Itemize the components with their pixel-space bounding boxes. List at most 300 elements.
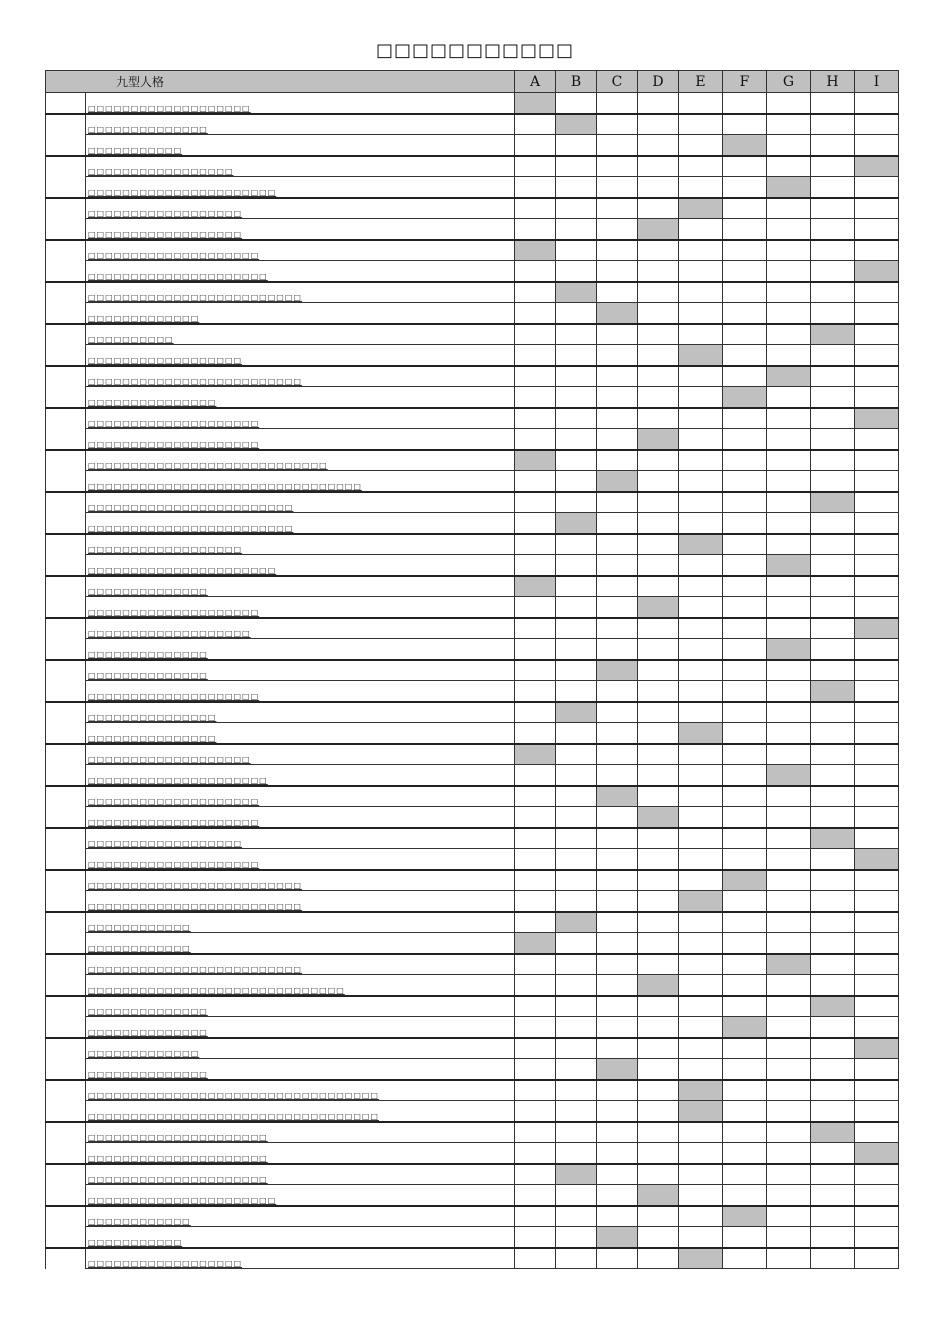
answer-cell-f[interactable] [723, 387, 767, 408]
answer-cell-h[interactable] [811, 93, 855, 114]
answer-cell-d[interactable] [638, 1185, 679, 1206]
answer-cell-a[interactable] [515, 765, 556, 786]
answer-cell-b[interactable] [556, 954, 597, 975]
answer-cell-b[interactable] [556, 1038, 597, 1059]
answer-cell-a[interactable] [515, 1248, 556, 1269]
answer-cell-g[interactable] [767, 744, 811, 765]
answer-cell-b[interactable] [556, 639, 597, 660]
answer-cell-f[interactable] [723, 93, 767, 114]
answer-cell-c[interactable] [597, 240, 638, 261]
answer-cell-e[interactable] [679, 324, 723, 345]
answer-cell-g[interactable] [767, 681, 811, 702]
answer-cell-b[interactable] [556, 261, 597, 282]
answer-cell-f[interactable] [723, 1101, 767, 1122]
answer-cell-a[interactable] [515, 597, 556, 618]
answer-cell-d[interactable] [638, 996, 679, 1017]
answer-cell-c[interactable] [597, 303, 638, 324]
answer-cell-g[interactable] [767, 891, 811, 912]
answer-cell-g[interactable] [767, 828, 811, 849]
answer-cell-d[interactable] [638, 534, 679, 555]
answer-cell-i[interactable] [855, 324, 899, 345]
answer-cell-b[interactable] [556, 282, 597, 303]
answer-cell-e[interactable] [679, 765, 723, 786]
answer-cell-i[interactable] [855, 261, 899, 282]
answer-cell-a[interactable] [515, 576, 556, 597]
answer-cell-a[interactable] [515, 408, 556, 429]
answer-cell-h[interactable] [811, 135, 855, 156]
answer-cell-g[interactable] [767, 786, 811, 807]
answer-cell-f[interactable] [723, 408, 767, 429]
answer-cell-i[interactable] [855, 366, 899, 387]
answer-cell-e[interactable] [679, 366, 723, 387]
answer-cell-h[interactable] [811, 387, 855, 408]
answer-cell-h[interactable] [811, 345, 855, 366]
answer-cell-g[interactable] [767, 1248, 811, 1269]
answer-cell-e[interactable] [679, 1038, 723, 1059]
answer-cell-h[interactable] [811, 933, 855, 954]
answer-cell-b[interactable] [556, 975, 597, 996]
answer-cell-f[interactable] [723, 954, 767, 975]
answer-cell-h[interactable] [811, 597, 855, 618]
answer-cell-d[interactable] [638, 135, 679, 156]
answer-cell-i[interactable] [855, 681, 899, 702]
answer-cell-e[interactable] [679, 660, 723, 681]
answer-cell-f[interactable] [723, 261, 767, 282]
answer-cell-i[interactable] [855, 345, 899, 366]
answer-cell-h[interactable] [811, 1101, 855, 1122]
answer-cell-e[interactable] [679, 975, 723, 996]
answer-cell-e[interactable] [679, 240, 723, 261]
answer-cell-i[interactable] [855, 996, 899, 1017]
answer-cell-b[interactable] [556, 618, 597, 639]
answer-cell-f[interactable] [723, 198, 767, 219]
answer-cell-h[interactable] [811, 681, 855, 702]
answer-cell-c[interactable] [597, 261, 638, 282]
answer-cell-e[interactable] [679, 1101, 723, 1122]
answer-cell-e[interactable] [679, 387, 723, 408]
answer-cell-i[interactable] [855, 576, 899, 597]
answer-cell-d[interactable] [638, 1248, 679, 1269]
answer-cell-h[interactable] [811, 1143, 855, 1164]
answer-cell-g[interactable] [767, 429, 811, 450]
answer-cell-a[interactable] [515, 366, 556, 387]
answer-cell-e[interactable] [679, 597, 723, 618]
answer-cell-d[interactable] [638, 597, 679, 618]
answer-cell-g[interactable] [767, 849, 811, 870]
answer-cell-f[interactable] [723, 156, 767, 177]
answer-cell-c[interactable] [597, 177, 638, 198]
answer-cell-f[interactable] [723, 492, 767, 513]
answer-cell-b[interactable] [556, 1248, 597, 1269]
answer-cell-a[interactable] [515, 1143, 556, 1164]
answer-cell-i[interactable] [855, 303, 899, 324]
answer-cell-i[interactable] [855, 660, 899, 681]
answer-cell-e[interactable] [679, 1059, 723, 1080]
answer-cell-c[interactable] [597, 555, 638, 576]
answer-cell-c[interactable] [597, 702, 638, 723]
answer-cell-c[interactable] [597, 849, 638, 870]
answer-cell-b[interactable] [556, 177, 597, 198]
answer-cell-a[interactable] [515, 219, 556, 240]
answer-cell-a[interactable] [515, 282, 556, 303]
answer-cell-e[interactable] [679, 513, 723, 534]
answer-cell-h[interactable] [811, 219, 855, 240]
answer-cell-g[interactable] [767, 114, 811, 135]
answer-cell-f[interactable] [723, 114, 767, 135]
answer-cell-c[interactable] [597, 618, 638, 639]
answer-cell-c[interactable] [597, 1080, 638, 1101]
answer-cell-d[interactable] [638, 744, 679, 765]
answer-cell-d[interactable] [638, 492, 679, 513]
answer-cell-g[interactable] [767, 933, 811, 954]
answer-cell-f[interactable] [723, 870, 767, 891]
answer-cell-b[interactable] [556, 513, 597, 534]
answer-cell-c[interactable] [597, 1248, 638, 1269]
answer-cell-b[interactable] [556, 219, 597, 240]
answer-cell-b[interactable] [556, 1017, 597, 1038]
answer-cell-e[interactable] [679, 912, 723, 933]
answer-cell-f[interactable] [723, 975, 767, 996]
answer-cell-g[interactable] [767, 240, 811, 261]
answer-cell-f[interactable] [723, 471, 767, 492]
answer-cell-c[interactable] [597, 891, 638, 912]
answer-cell-h[interactable] [811, 660, 855, 681]
answer-cell-d[interactable] [638, 1164, 679, 1185]
answer-cell-b[interactable] [556, 1185, 597, 1206]
answer-cell-a[interactable] [515, 891, 556, 912]
answer-cell-a[interactable] [515, 135, 556, 156]
answer-cell-e[interactable] [679, 345, 723, 366]
answer-cell-b[interactable] [556, 534, 597, 555]
answer-cell-g[interactable] [767, 366, 811, 387]
answer-cell-e[interactable] [679, 744, 723, 765]
answer-cell-d[interactable] [638, 177, 679, 198]
answer-cell-d[interactable] [638, 933, 679, 954]
answer-cell-c[interactable] [597, 597, 638, 618]
answer-cell-e[interactable] [679, 429, 723, 450]
answer-cell-a[interactable] [515, 744, 556, 765]
answer-cell-f[interactable] [723, 1206, 767, 1227]
answer-cell-a[interactable] [515, 828, 556, 849]
answer-cell-e[interactable] [679, 450, 723, 471]
answer-cell-d[interactable] [638, 156, 679, 177]
answer-cell-e[interactable] [679, 639, 723, 660]
answer-cell-g[interactable] [767, 1122, 811, 1143]
answer-cell-c[interactable] [597, 870, 638, 891]
answer-cell-f[interactable] [723, 1248, 767, 1269]
answer-cell-g[interactable] [767, 303, 811, 324]
answer-cell-b[interactable] [556, 996, 597, 1017]
answer-cell-i[interactable] [855, 408, 899, 429]
answer-cell-a[interactable] [515, 471, 556, 492]
answer-cell-h[interactable] [811, 366, 855, 387]
answer-cell-d[interactable] [638, 912, 679, 933]
answer-cell-b[interactable] [556, 303, 597, 324]
answer-cell-b[interactable] [556, 366, 597, 387]
answer-cell-i[interactable] [855, 114, 899, 135]
answer-cell-e[interactable] [679, 534, 723, 555]
answer-cell-b[interactable] [556, 597, 597, 618]
answer-cell-f[interactable] [723, 450, 767, 471]
answer-cell-c[interactable] [597, 1143, 638, 1164]
answer-cell-b[interactable] [556, 891, 597, 912]
answer-cell-i[interactable] [855, 912, 899, 933]
answer-cell-h[interactable] [811, 807, 855, 828]
answer-cell-i[interactable] [855, 513, 899, 534]
answer-cell-a[interactable] [515, 1185, 556, 1206]
answer-cell-g[interactable] [767, 198, 811, 219]
answer-cell-f[interactable] [723, 891, 767, 912]
answer-cell-h[interactable] [811, 1122, 855, 1143]
answer-cell-e[interactable] [679, 1185, 723, 1206]
answer-cell-i[interactable] [855, 618, 899, 639]
answer-cell-i[interactable] [855, 219, 899, 240]
answer-cell-a[interactable] [515, 1206, 556, 1227]
answer-cell-i[interactable] [855, 1017, 899, 1038]
answer-cell-h[interactable] [811, 639, 855, 660]
answer-cell-i[interactable] [855, 177, 899, 198]
answer-cell-f[interactable] [723, 240, 767, 261]
answer-cell-h[interactable] [811, 849, 855, 870]
answer-cell-h[interactable] [811, 1227, 855, 1248]
answer-cell-c[interactable] [597, 828, 638, 849]
answer-cell-g[interactable] [767, 1038, 811, 1059]
answer-cell-b[interactable] [556, 555, 597, 576]
answer-cell-h[interactable] [811, 513, 855, 534]
answer-cell-c[interactable] [597, 786, 638, 807]
answer-cell-d[interactable] [638, 975, 679, 996]
answer-cell-d[interactable] [638, 807, 679, 828]
answer-cell-a[interactable] [515, 849, 556, 870]
answer-cell-c[interactable] [597, 93, 638, 114]
answer-cell-e[interactable] [679, 93, 723, 114]
answer-cell-e[interactable] [679, 618, 723, 639]
answer-cell-h[interactable] [811, 786, 855, 807]
answer-cell-h[interactable] [811, 618, 855, 639]
answer-cell-e[interactable] [679, 681, 723, 702]
answer-cell-h[interactable] [811, 954, 855, 975]
answer-cell-a[interactable] [515, 786, 556, 807]
answer-cell-g[interactable] [767, 765, 811, 786]
answer-cell-a[interactable] [515, 177, 556, 198]
answer-cell-g[interactable] [767, 723, 811, 744]
answer-cell-g[interactable] [767, 1227, 811, 1248]
answer-cell-f[interactable] [723, 429, 767, 450]
answer-cell-i[interactable] [855, 891, 899, 912]
answer-cell-e[interactable] [679, 1206, 723, 1227]
answer-cell-a[interactable] [515, 1017, 556, 1038]
answer-cell-i[interactable] [855, 1143, 899, 1164]
answer-cell-e[interactable] [679, 1122, 723, 1143]
answer-cell-f[interactable] [723, 1059, 767, 1080]
answer-cell-h[interactable] [811, 765, 855, 786]
answer-cell-i[interactable] [855, 1227, 899, 1248]
answer-cell-g[interactable] [767, 807, 811, 828]
answer-cell-d[interactable] [638, 870, 679, 891]
answer-cell-c[interactable] [597, 513, 638, 534]
answer-cell-i[interactable] [855, 387, 899, 408]
answer-cell-d[interactable] [638, 576, 679, 597]
answer-cell-g[interactable] [767, 1017, 811, 1038]
answer-cell-i[interactable] [855, 471, 899, 492]
answer-cell-e[interactable] [679, 471, 723, 492]
answer-cell-g[interactable] [767, 555, 811, 576]
answer-cell-h[interactable] [811, 198, 855, 219]
answer-cell-b[interactable] [556, 765, 597, 786]
answer-cell-d[interactable] [638, 954, 679, 975]
answer-cell-a[interactable] [515, 198, 556, 219]
answer-cell-d[interactable] [638, 1017, 679, 1038]
answer-cell-d[interactable] [638, 387, 679, 408]
answer-cell-e[interactable] [679, 555, 723, 576]
answer-cell-a[interactable] [515, 1227, 556, 1248]
answer-cell-d[interactable] [638, 849, 679, 870]
answer-cell-i[interactable] [855, 1038, 899, 1059]
answer-cell-d[interactable] [638, 471, 679, 492]
answer-cell-c[interactable] [597, 660, 638, 681]
answer-cell-d[interactable] [638, 114, 679, 135]
answer-cell-c[interactable] [597, 975, 638, 996]
answer-cell-h[interactable] [811, 303, 855, 324]
answer-cell-d[interactable] [638, 324, 679, 345]
answer-cell-e[interactable] [679, 135, 723, 156]
answer-cell-h[interactable] [811, 996, 855, 1017]
answer-cell-c[interactable] [597, 576, 638, 597]
answer-cell-d[interactable] [638, 282, 679, 303]
answer-cell-h[interactable] [811, 975, 855, 996]
answer-cell-a[interactable] [515, 240, 556, 261]
answer-cell-c[interactable] [597, 534, 638, 555]
answer-cell-b[interactable] [556, 1059, 597, 1080]
answer-cell-e[interactable] [679, 807, 723, 828]
answer-cell-g[interactable] [767, 345, 811, 366]
answer-cell-d[interactable] [638, 618, 679, 639]
answer-cell-c[interactable] [597, 135, 638, 156]
answer-cell-g[interactable] [767, 597, 811, 618]
answer-cell-d[interactable] [638, 555, 679, 576]
answer-cell-f[interactable] [723, 912, 767, 933]
answer-cell-c[interactable] [597, 366, 638, 387]
answer-cell-e[interactable] [679, 996, 723, 1017]
answer-cell-e[interactable] [679, 702, 723, 723]
answer-cell-i[interactable] [855, 93, 899, 114]
answer-cell-d[interactable] [638, 681, 679, 702]
answer-cell-d[interactable] [638, 240, 679, 261]
answer-cell-f[interactable] [723, 765, 767, 786]
answer-cell-a[interactable] [515, 429, 556, 450]
answer-cell-c[interactable] [597, 996, 638, 1017]
answer-cell-i[interactable] [855, 1122, 899, 1143]
answer-cell-b[interactable] [556, 702, 597, 723]
answer-cell-f[interactable] [723, 681, 767, 702]
answer-cell-f[interactable] [723, 534, 767, 555]
answer-cell-h[interactable] [811, 324, 855, 345]
answer-cell-g[interactable] [767, 1059, 811, 1080]
answer-cell-e[interactable] [679, 1248, 723, 1269]
answer-cell-c[interactable] [597, 1122, 638, 1143]
answer-cell-h[interactable] [811, 1059, 855, 1080]
answer-cell-f[interactable] [723, 555, 767, 576]
answer-cell-a[interactable] [515, 618, 556, 639]
answer-cell-h[interactable] [811, 156, 855, 177]
answer-cell-h[interactable] [811, 723, 855, 744]
answer-cell-c[interactable] [597, 450, 638, 471]
answer-cell-e[interactable] [679, 723, 723, 744]
answer-cell-a[interactable] [515, 345, 556, 366]
answer-cell-f[interactable] [723, 849, 767, 870]
answer-cell-h[interactable] [811, 450, 855, 471]
answer-cell-a[interactable] [515, 1101, 556, 1122]
answer-cell-i[interactable] [855, 849, 899, 870]
answer-cell-d[interactable] [638, 660, 679, 681]
answer-cell-a[interactable] [515, 954, 556, 975]
answer-cell-a[interactable] [515, 303, 556, 324]
answer-cell-e[interactable] [679, 849, 723, 870]
answer-cell-e[interactable] [679, 261, 723, 282]
answer-cell-b[interactable] [556, 1143, 597, 1164]
answer-cell-i[interactable] [855, 282, 899, 303]
answer-cell-c[interactable] [597, 408, 638, 429]
answer-cell-b[interactable] [556, 723, 597, 744]
answer-cell-g[interactable] [767, 1164, 811, 1185]
answer-cell-a[interactable] [515, 681, 556, 702]
answer-cell-g[interactable] [767, 576, 811, 597]
answer-cell-h[interactable] [811, 1185, 855, 1206]
answer-cell-b[interactable] [556, 1227, 597, 1248]
answer-cell-c[interactable] [597, 1101, 638, 1122]
answer-cell-f[interactable] [723, 702, 767, 723]
answer-cell-c[interactable] [597, 912, 638, 933]
answer-cell-b[interactable] [556, 408, 597, 429]
answer-cell-g[interactable] [767, 1206, 811, 1227]
answer-cell-b[interactable] [556, 114, 597, 135]
answer-cell-i[interactable] [855, 492, 899, 513]
answer-cell-g[interactable] [767, 450, 811, 471]
answer-cell-h[interactable] [811, 891, 855, 912]
answer-cell-a[interactable] [515, 93, 556, 114]
answer-cell-i[interactable] [855, 744, 899, 765]
answer-cell-b[interactable] [556, 576, 597, 597]
answer-cell-e[interactable] [679, 576, 723, 597]
answer-cell-b[interactable] [556, 429, 597, 450]
answer-cell-f[interactable] [723, 1185, 767, 1206]
answer-cell-b[interactable] [556, 93, 597, 114]
answer-cell-a[interactable] [515, 996, 556, 1017]
answer-cell-e[interactable] [679, 1080, 723, 1101]
answer-cell-a[interactable] [515, 912, 556, 933]
answer-cell-h[interactable] [811, 744, 855, 765]
answer-cell-f[interactable] [723, 1164, 767, 1185]
answer-cell-i[interactable] [855, 534, 899, 555]
answer-cell-g[interactable] [767, 492, 811, 513]
answer-cell-e[interactable] [679, 828, 723, 849]
answer-cell-f[interactable] [723, 366, 767, 387]
answer-cell-g[interactable] [767, 702, 811, 723]
answer-cell-h[interactable] [811, 555, 855, 576]
answer-cell-b[interactable] [556, 786, 597, 807]
answer-cell-b[interactable] [556, 660, 597, 681]
answer-cell-f[interactable] [723, 1122, 767, 1143]
answer-cell-e[interactable] [679, 156, 723, 177]
answer-cell-a[interactable] [515, 114, 556, 135]
answer-cell-c[interactable] [597, 639, 638, 660]
answer-cell-b[interactable] [556, 1122, 597, 1143]
answer-cell-h[interactable] [811, 912, 855, 933]
answer-cell-i[interactable] [855, 828, 899, 849]
answer-cell-d[interactable] [638, 828, 679, 849]
answer-cell-c[interactable] [597, 1227, 638, 1248]
answer-cell-c[interactable] [597, 471, 638, 492]
